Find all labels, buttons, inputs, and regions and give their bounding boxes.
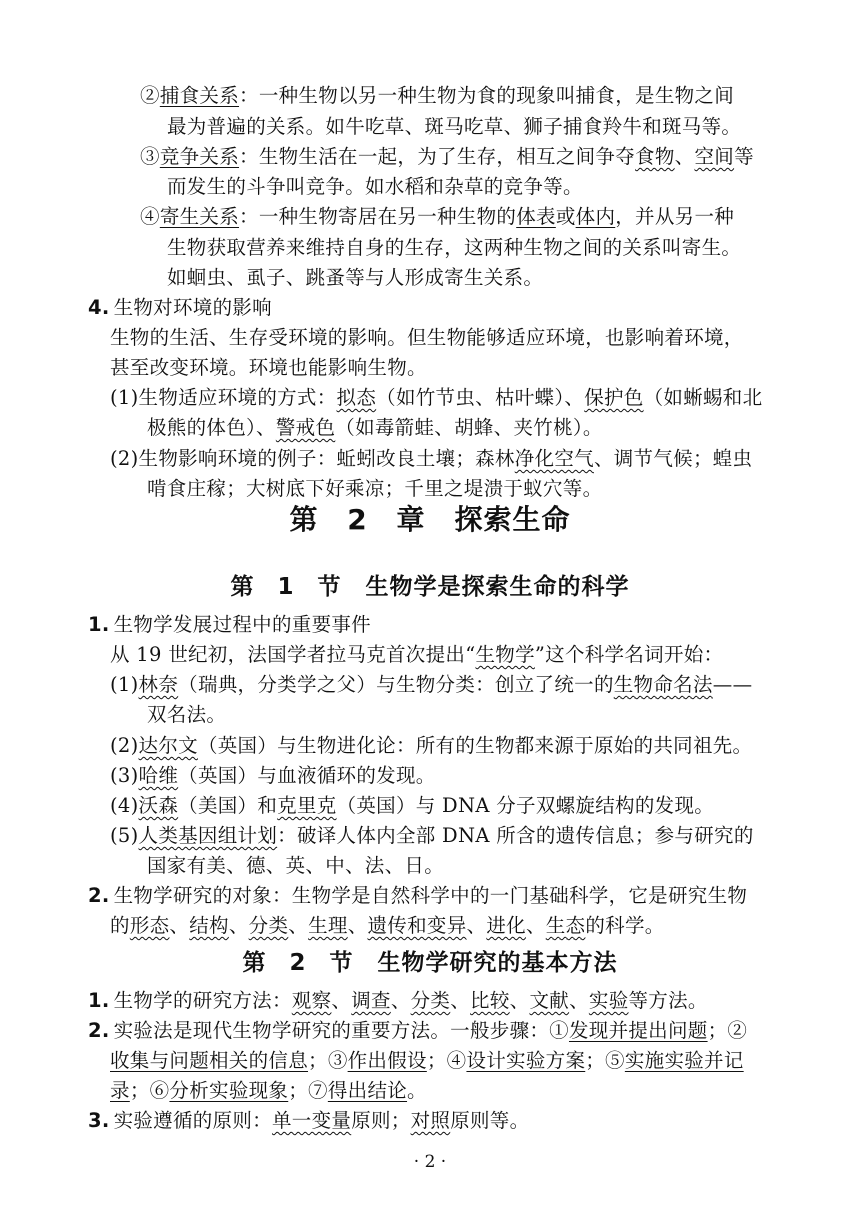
item-number: 2. — [88, 884, 110, 907]
text-run: 原则等。 — [450, 1109, 530, 1132]
underlined-term: 对照 — [410, 1109, 451, 1132]
item-number: 4. — [88, 296, 110, 319]
paragraph-line — [110, 1077, 427, 1105]
underlined-term: 进化 — [486, 914, 526, 937]
underlined-term: 空间 — [694, 145, 735, 168]
text-run: ；⑦ — [288, 1079, 328, 1102]
text-run: (1)生物适应环境的方式： — [110, 386, 337, 409]
text-run: ③ — [140, 145, 160, 168]
text-run: 、调节气候；蝗虫 — [593, 447, 753, 470]
text-run: 、 — [674, 145, 695, 168]
underlined-term: 人类基因组计划 — [138, 824, 278, 847]
text-run: 极熊的体色）、 — [147, 416, 276, 439]
text-run: 、 — [390, 989, 411, 1012]
text-run: (3) — [110, 764, 139, 787]
text-run: 国家有美、德、英、中、法、日。 — [147, 854, 445, 877]
item-number: 1. — [88, 613, 110, 636]
text-line — [140, 143, 754, 171]
text-run: (2)生物影响环境的例子：蚯蚓改良土壤；森林 — [110, 447, 515, 470]
underlined-term: 生物命名法 — [613, 673, 713, 696]
page-number: · 2 · — [413, 1152, 447, 1172]
text-run: （英国）与 DNA 分子双螺旋结构的发现。 — [336, 794, 715, 817]
list-item — [110, 445, 752, 473]
text-run: ：破译人体内全部 DNA 所含的遗传信息；参与研究的 — [277, 824, 754, 847]
numbered-heading — [88, 1107, 529, 1135]
paragraph-line — [110, 1047, 744, 1075]
text-run: ；④ — [426, 1049, 467, 1072]
list-item — [110, 762, 436, 790]
underlined-term: 竞争关系 — [159, 145, 240, 168]
text-run: 原则； — [351, 1109, 411, 1132]
underlined-term: 观察 — [291, 989, 332, 1012]
underlined-term: 结构 — [189, 914, 229, 937]
list-item — [110, 384, 762, 412]
item-number: 2. — [88, 1019, 110, 1042]
underlined-term: 哈维 — [138, 764, 179, 787]
underlined-term: 生理 — [308, 914, 348, 937]
text-run: 从 19 世纪初，法国学者拉马克首次提出“ — [110, 643, 476, 666]
text-run: 、 — [228, 914, 249, 937]
text-line — [167, 264, 543, 292]
section-title-2: 第 2 节 生物学研究的基本方法 — [242, 950, 618, 976]
text-run: 、 — [569, 989, 589, 1012]
text-run: 甚至改变环境。环境也能影响生物。 — [110, 356, 427, 379]
numbered-heading — [88, 987, 708, 1015]
list-item — [110, 822, 754, 850]
paragraph-line — [110, 324, 744, 352]
text-run: 最为普遍的关系。如牛吃草、斑马吃草、狮子捕食羚牛和斑马等。 — [167, 115, 742, 138]
text-run: 啃食庄稼；大树底下好乘凉；千里之堤溃于蚁穴等。 — [147, 477, 603, 500]
underlined-term: 生物学 — [475, 643, 535, 666]
text-run: (5) — [110, 824, 139, 847]
underlined-term: 文献 — [529, 989, 570, 1012]
text-run: 、 — [169, 914, 190, 937]
underlined-term: 作出假设 — [347, 1049, 427, 1072]
text-run: ；⑥ — [129, 1079, 170, 1102]
text-line — [167, 234, 741, 262]
text-run: 生物学发展过程中的重要事件 — [113, 613, 371, 636]
paragraph-line — [110, 354, 427, 382]
text-run: 而发生的斗争叫竞争。如水稻和杂草的竞争等。 — [167, 175, 583, 198]
paragraph-line — [110, 641, 723, 669]
underlined-term: 实施实验并记 — [624, 1049, 744, 1072]
text-run: 、 — [331, 989, 352, 1012]
text-run: 、 — [288, 914, 309, 937]
underlined-term: 沃森 — [138, 794, 179, 817]
text-run: ；⑤ — [585, 1049, 625, 1072]
text-run: （美国）和 — [178, 794, 278, 817]
underlined-term: 实验 — [588, 989, 629, 1012]
underlined-term: 捕食关系 — [159, 84, 240, 107]
text-run: 生物获取营养来维持自身的生存，这两种生物之间的关系叫寄生。 — [167, 236, 742, 259]
text-run: （英国）与生物进化论：所有的生物都来源于原始的共同祖先。 — [197, 734, 753, 757]
section-title-1: 第 1 节 生物学是探索生命的科学 — [230, 574, 630, 600]
underlined-term: 比较 — [470, 989, 510, 1012]
text-run: 、 — [466, 914, 487, 937]
text-run: （如竹节虫、枯叶蝶）、 — [376, 386, 585, 409]
underlined-term: 分析实验现象 — [169, 1079, 289, 1102]
text-run: 的 — [110, 914, 130, 937]
underlined-term: 生态 — [545, 914, 586, 937]
underlined-term: 保护色 — [584, 386, 644, 409]
underlined-term: 得出结论 — [327, 1079, 408, 1102]
underlined-term: 净化空气 — [514, 447, 594, 470]
text-run: 、 — [450, 989, 471, 1012]
text-run: 。 — [407, 1079, 427, 1102]
text-run: 生物学研究的对象：生物学是自然科学中的一门基础科学，它是研究生物 — [113, 884, 748, 907]
text-run: ”这个科学名词开始： — [534, 643, 724, 666]
text-run: ；② — [707, 1019, 748, 1042]
text-run: 生物的生活、生存受环境的影响。但生物能够适应环境，也影响着环境， — [110, 326, 744, 349]
text-line — [167, 173, 583, 201]
text-run: 等方法。 — [628, 989, 708, 1012]
text-run: ：生物生活在一起，为了生存，相互之间争夺 — [239, 145, 636, 168]
text-run: 双名法。 — [147, 703, 227, 726]
underlined-term: 体内 — [575, 205, 616, 228]
text-run: 、 — [525, 914, 546, 937]
text-run: 、 — [509, 989, 530, 1012]
underlined-term: 发现并提出问题 — [568, 1019, 708, 1042]
item-number: 1. — [88, 989, 110, 1012]
text-run: ② — [140, 84, 160, 107]
list-item-cont — [147, 414, 603, 442]
text-run: (2) — [110, 734, 139, 757]
underlined-term: 克里克 — [277, 794, 337, 817]
text-run: 实验遵循的原则： — [113, 1109, 272, 1132]
list-item — [110, 792, 714, 820]
text-run: （如毒箭蛙、胡蜂、夹竹桃）。 — [335, 416, 603, 439]
underlined-term: 食物 — [635, 145, 675, 168]
list-item-cont — [147, 852, 444, 880]
list-item — [110, 671, 752, 699]
list-item-cont — [147, 701, 226, 729]
item-number: 3. — [88, 1109, 110, 1132]
text-line — [140, 82, 734, 110]
underlined-term: 录 — [110, 1079, 130, 1102]
text-run: 等 — [734, 145, 754, 168]
underlined-term: 调查 — [351, 989, 391, 1012]
text-run: 的科学。 — [585, 914, 665, 937]
text-run: 如蛔虫、虱子、跳蚤等与人形成寄生关系。 — [167, 266, 544, 289]
underlined-term: 警戒色 — [275, 416, 336, 439]
underlined-term: 寄生关系 — [159, 205, 240, 228]
underlined-term: 达尔文 — [138, 734, 198, 757]
text-run: 生物对环境的影响 — [113, 296, 272, 319]
numbered-heading — [88, 294, 272, 322]
underlined-term: 分类 — [248, 914, 289, 937]
underlined-term: 遗传和变异 — [367, 914, 467, 937]
text-run: ；③ — [308, 1049, 348, 1072]
text-run: ：一种生物寄居在另一种生物的 — [239, 205, 517, 228]
underlined-term: 形态 — [129, 914, 170, 937]
text-run: ，并从另一种 — [615, 205, 735, 228]
text-run: ④ — [140, 205, 160, 228]
underlined-term: 单一变量 — [271, 1109, 352, 1132]
underlined-term: 分类 — [410, 989, 451, 1012]
underlined-term: 体表 — [516, 205, 556, 228]
text-run: （瑞典，分类学之父）与生物分类：创立了统一的 — [178, 673, 614, 696]
underlined-term: 收集与问题相关的信息 — [110, 1049, 309, 1072]
text-run: （如蜥蜴和北 — [643, 386, 763, 409]
underlined-term: 林奈 — [138, 673, 179, 696]
text-run: (4) — [110, 794, 139, 817]
numbered-heading — [88, 1017, 747, 1045]
text-run: （英国）与血液循环的发现。 — [178, 764, 436, 787]
text-run: —— — [712, 673, 753, 696]
text-run: 生物学的研究方法： — [113, 989, 292, 1012]
text-run: 实验法是现代生物学研究的重要方法。一般步骤：① — [113, 1019, 569, 1042]
paragraph-line — [110, 912, 665, 940]
text-run: 或 — [555, 205, 576, 228]
underlined-term: 设计实验方案 — [466, 1049, 586, 1072]
text-run: ：一种生物以另一种生物为食的现象叫捕食，是生物之间 — [239, 84, 735, 107]
text-run: 、 — [347, 914, 368, 937]
numbered-heading — [88, 611, 371, 639]
text-line — [167, 113, 741, 141]
text-line — [140, 203, 734, 231]
list-item — [110, 732, 752, 760]
chapter-title: 第 2 章 探索生命 — [289, 503, 571, 536]
underlined-term: 拟态 — [336, 386, 377, 409]
numbered-heading — [88, 882, 747, 910]
text-run: (1) — [110, 673, 139, 696]
